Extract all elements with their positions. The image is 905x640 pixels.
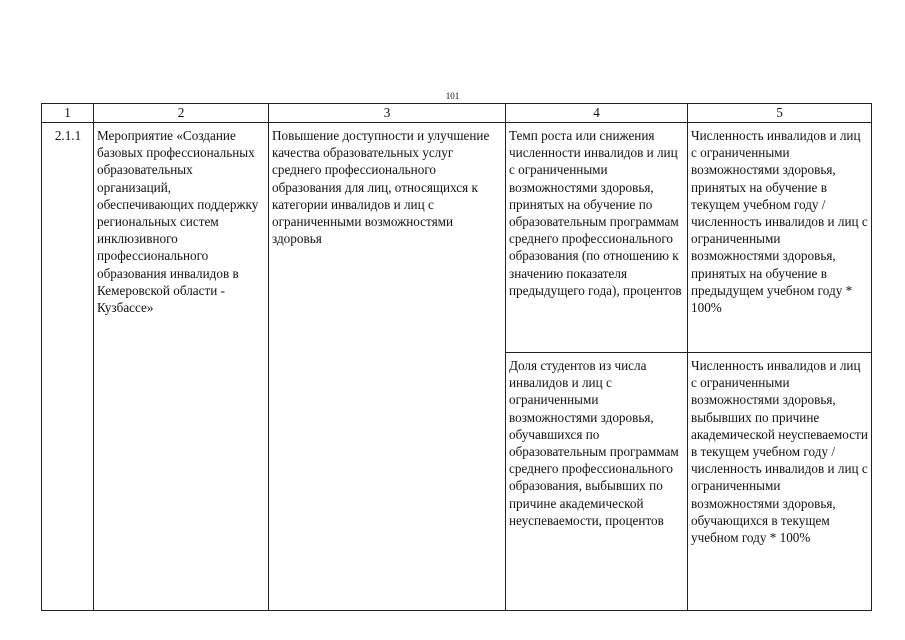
goal-cell: Повышение доступности и улучшение качества образовательных услуг среднего профессионального образования для лиц, относящихся к категории инвалидов и лиц с ограниченными возможностями здоровья	[269, 123, 506, 611]
measures-table	[41, 103, 872, 611]
header-col-2: 2	[94, 104, 269, 123]
indicator-2-name-cell: Доля студентов из числа инвалидов и лиц с ограниченными возможностями здоровья, обучавшихся по образовательным программам среднего профессионального образования, выбывших по причине академической неуспеваемости, процентов	[506, 352, 688, 610]
header-col-4: 4	[506, 104, 688, 123]
header-col-3: 3	[269, 104, 506, 123]
page-number: 101	[445, 91, 460, 101]
header-col-5: 5	[688, 104, 872, 123]
header-col-1: 1	[42, 104, 94, 123]
indicator-1-name-cell: Темп роста или снижения численности инвалидов и лиц с ограниченными возможностями здоровья, принятых на обучение по образовательным программам среднего профессионального образования (по отношению к значению показателя предыдущего года), процентов	[506, 123, 688, 353]
indicator-1-formula-cell: Численность инвалидов и лиц с ограниченными возможностями здоровья, принятых на обучение в текущем учебном году / численность инвалидов и лиц с ограниченными возможностями здоровья, принятых на обучение в предыдущем учебном году * 100%	[688, 123, 872, 353]
indicator-2-formula-cell: Численность инвалидов и лиц с ограниченными возможностями здоровья, выбывших по причине академической неуспеваемости в текущем учебном году / численность инвалидов и лиц с ограниченными возможностями здоровья, обучающихся в текущем учебном году * 100%	[688, 352, 872, 610]
table-row	[42, 123, 872, 353]
event-name-cell: Мероприятие «Создание базовых профессиональных образовательных организаций, обеспечивающих поддержку региональных систем инклюзивного профессионального образования инвалидов в Кемеровской области - Кузбассе»	[94, 123, 269, 611]
table-header-row	[42, 104, 872, 123]
row-code-cell: 2.1.1	[42, 123, 94, 611]
